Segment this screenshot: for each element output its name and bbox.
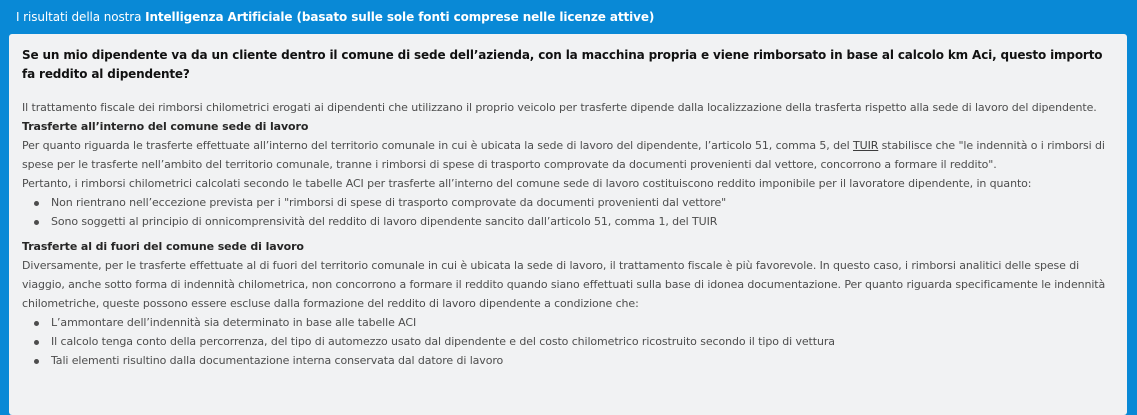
answer-intro: Il trattamento fiscale dei rimborsi chilometrici erogati ai dipendenti che utilizzano il proprio veicolo per trasferte dipende dalla localizzazione della trasferta rispetto alla sede di lavoro del dipendente.	[22, 101, 1097, 114]
list-item: Sono soggetti al principio di onnicomprensività del reddito di lavoro dipendente sancito dall’articolo 51, comma 1, del TUIR	[33, 212, 1120, 231]
answer-text	[22, 98, 1120, 370]
section1-paragraph	[22, 136, 1120, 174]
list-item: L’ammontare dell’indennità sia determinato in base alle tabelle ACI	[33, 313, 1120, 332]
section2-bullet-list	[22, 313, 1120, 370]
section-title-outside-comune: Trasferte al di fuori del comune sede di lavoro	[22, 240, 304, 253]
header-prefix: I risultati della nostra	[16, 10, 146, 24]
panel-header	[0, 0, 1137, 34]
section1-text-before-link: Per quanto riguarda le trasferte effettuate all’interno del territorio comunale in cui è ubicata la sede di lavoro del dipendente, l’articolo 51, comma 5, del	[22, 139, 854, 152]
panel-body	[9, 34, 1127, 415]
tuir-link[interactable]: TUIR	[853, 139, 879, 152]
section1-text-after-link: stabilisce che "le indennità o i rimborsi di spese per le trasferte nell’ambito del territorio comunale, tranne i rimborsi di spese di trasporto comprovate da documenti provenienti dal vettore, concorrono a formare il reddito".	[22, 139, 1105, 171]
section1-bullet-list	[22, 193, 1120, 231]
section1-paragraph-2: Pertanto, i rimborsi chilometrici calcolati secondo le tabelle ACI per trasferte all’interno del comune sede di lavoro costituiscono reddito imponibile per il lavoratore dipendente, in quanto:	[22, 177, 1032, 190]
header-highlight: Intelligenza Artificiale (basato sulle sole fonti comprese nelle licenze attive)	[145, 10, 655, 24]
list-item: Non rientrano nell’eccezione prevista per i "rimborsi di spese di trasporto comprovate da documenti provenienti dal vettore"	[33, 193, 1120, 212]
list-item: Il calcolo tenga conto della percorrenza, del tipo di automezzo usato dal dipendente e del costo chilometrico ricostruito secondo il tipo di vettura	[33, 332, 1120, 351]
question-text: Se un mio dipendente va da un cliente dentro il comune di sede dell’azienda, con la macchina propria e viene rimborsato in base al calcolo km Aci, questo importo fa reddito al dipendente?	[22, 48, 1103, 81]
list-item: Tali elementi risultino dalla documentazione interna conservata dal datore di lavoro	[33, 351, 1120, 370]
section2-paragraph: Diversamente, per le trasferte effettuate al di fuori del territorio comunale in cui è ubicata la sede di lavoro, il trattamento fiscale è più favorevole. In questo caso, i rimborsi analitici delle spese di viaggio, anche sotto forma di indennità chilometrica, non concorrono a formare il reddito quando siano effettuati sulla base di idonea documentazione. Per quanto riguarda specificamente le indennità chilometriche, queste possono essere escluse dalla formazione del reddito di lavoro dipendente a condizione che:	[22, 259, 1106, 310]
section-title-inside-comune: Trasferte all’interno del comune sede di lavoro	[22, 120, 309, 133]
